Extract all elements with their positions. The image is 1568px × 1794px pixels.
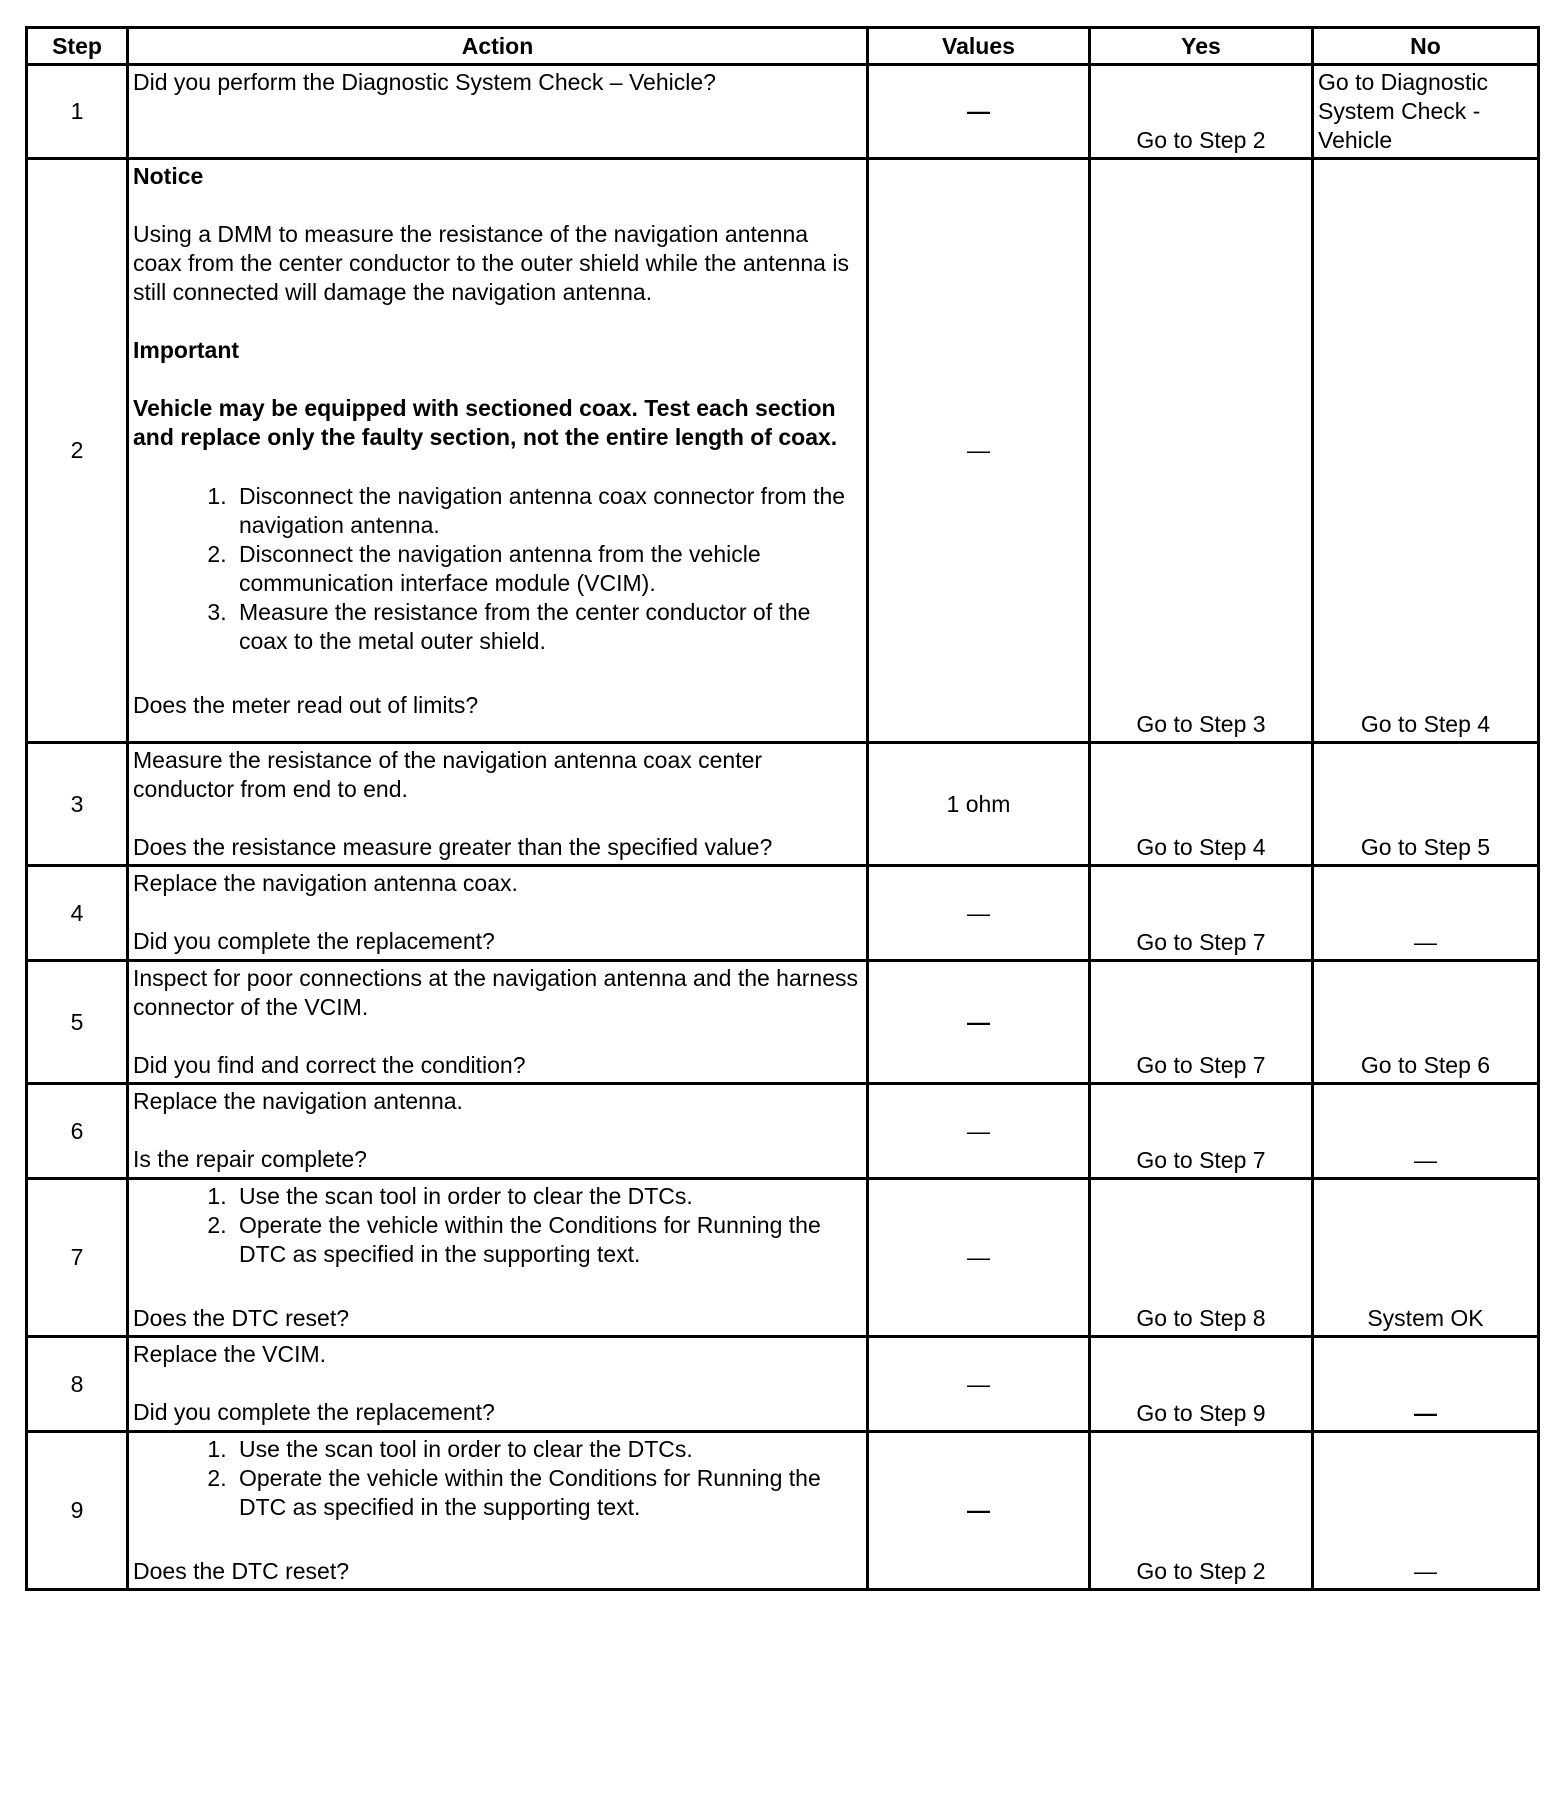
list-item: 3. Measure the resistance from the center conductor of the coax to the metal outer shield. [233,598,862,656]
no-cell: Go to Step 6 [1313,961,1539,1084]
notice-heading: Notice [133,163,204,189]
values-cell [868,961,1090,1084]
action-question: Did you complete the replacement? [133,928,495,954]
step-number: 6 [27,1084,128,1179]
table-row [27,866,1539,961]
step-number: 4 [27,866,128,961]
action-cell [128,1337,868,1432]
step-number: 2 [27,159,128,743]
no-cell: Go to Step 5 [1313,743,1539,866]
list-item: 2. Disconnect the navigation antenna from the vehicle communication interface module (VCIM). [233,540,862,598]
table-row [27,1337,1539,1432]
table-row [27,1084,1539,1179]
list-item: 1. Disconnect the navigation antenna coax connector from the navigation antenna. [233,482,862,540]
value-text: — [967,1117,990,1144]
values-cell [868,1084,1090,1179]
procedure-list [133,482,862,656]
table-row [27,743,1539,866]
action-cell [128,743,868,866]
table-row [27,1432,1539,1590]
step-number: 8 [27,1337,128,1432]
values-cell [868,743,1090,866]
table-row [27,65,1539,159]
step-number: 9 [27,1432,128,1590]
header-no: No [1313,28,1539,65]
action-cell [128,961,868,1084]
yes-cell: Go to Step 3 [1090,159,1313,743]
action-question: Did you complete the replacement? [133,1399,495,1425]
no-cell: System OK [1313,1179,1539,1337]
yes-cell: Go to Step 7 [1090,866,1313,961]
no-cell: Go to Diagnostic System Check - Vehicle [1313,65,1539,159]
diagnostic-table [25,26,1540,1591]
important-heading: Important [133,337,240,363]
table-row [27,1179,1539,1337]
header-values: Values [868,28,1090,65]
value-text: — [967,1497,990,1523]
list-item: 1. Use the scan tool in order to clear the DTCs. [233,1435,862,1464]
header-step: Step [27,28,128,65]
action-question: Does the DTC reset? [133,1558,350,1584]
yes-cell: Go to Step 8 [1090,1179,1313,1337]
list-item: 2. Operate the vehicle within the Conditions for Running the DTC as specified in the supporting text. [233,1211,862,1269]
header-row [27,28,1539,65]
action-cell [128,1084,868,1179]
action-cell [128,159,868,743]
no-cell [1313,1084,1539,1179]
action-text: Did you perform the Diagnostic System Check – Vehicle? [133,69,716,95]
yes-cell: Go to Step 7 [1090,961,1313,1084]
action-cell [128,65,868,159]
no-cell [1313,866,1539,961]
values-cell [868,1432,1090,1590]
yes-cell: Go to Step 2 [1090,65,1313,159]
yes-cell: Go to Step 9 [1090,1337,1313,1432]
values-cell [868,1337,1090,1432]
no-cell [1313,1432,1539,1590]
values-cell [868,159,1090,743]
step-number: 7 [27,1179,128,1337]
action-cell [128,1179,868,1337]
action-text: Replace the VCIM. [133,1341,327,1367]
table-row [27,961,1539,1084]
no-text: — [1414,1558,1437,1584]
yes-cell: Go to Step 2 [1090,1432,1313,1590]
action-question: Does the meter read out of limits? [133,692,479,718]
values-cell [868,65,1090,159]
action-question: Is the repair complete? [133,1146,367,1172]
step-number: 5 [27,961,128,1084]
action-cell [128,1432,868,1590]
table-row [27,159,1539,743]
no-cell: Go to Step 4 [1313,159,1539,743]
important-text: Vehicle may be equipped with sectioned coax. Test each section and replace only the faulty section, not the entire length of coax. [133,395,838,450]
action-question: Does the DTC reset? [133,1305,350,1331]
no-text: — [1414,1400,1437,1426]
action-question: Did you find and correct the condition? [133,1052,526,1078]
notice-text: Using a DMM to measure the resistance of the navigation antenna coax from the center conductor to the outer shield while the antenna is still connected will damage the navigation antenna. [133,221,849,305]
values-cell [868,1179,1090,1337]
action-text: Replace the navigation antenna coax. [133,870,518,896]
procedure-list [133,1435,862,1522]
list-item: 2. Operate the vehicle within the Conditions for Running the DTC as specified in the supporting text. [233,1464,862,1522]
procedure-list [133,1182,862,1269]
header-yes: Yes [1090,28,1313,65]
values-cell [868,866,1090,961]
action-text: Measure the resistance of the navigation antenna coax center conductor from end to end. [133,747,763,802]
no-cell [1313,1337,1539,1432]
value-text: — [967,1008,990,1035]
header-action: Action [128,28,868,65]
value-text: — [967,437,990,463]
no-text: — [1414,929,1437,955]
list-item: 1. Use the scan tool in order to clear the DTCs. [233,1182,862,1211]
yes-cell: Go to Step 4 [1090,743,1313,866]
step-number: 1 [27,65,128,159]
action-question: Does the resistance measure greater than the specified value? [133,834,773,860]
no-text: — [1414,1147,1437,1173]
step-number: 3 [27,743,128,866]
value-text: — [967,98,990,124]
action-text: Inspect for poor connections at the navigation antenna and the harness connector of the VCIM. [133,965,859,1020]
value-text: — [967,1370,990,1397]
action-cell [128,866,868,961]
value-text: 1 ohm [946,790,1011,817]
yes-cell: Go to Step 7 [1090,1084,1313,1179]
value-text: — [967,899,990,926]
action-text: Replace the navigation antenna. [133,1088,463,1114]
value-text: — [967,1244,990,1270]
